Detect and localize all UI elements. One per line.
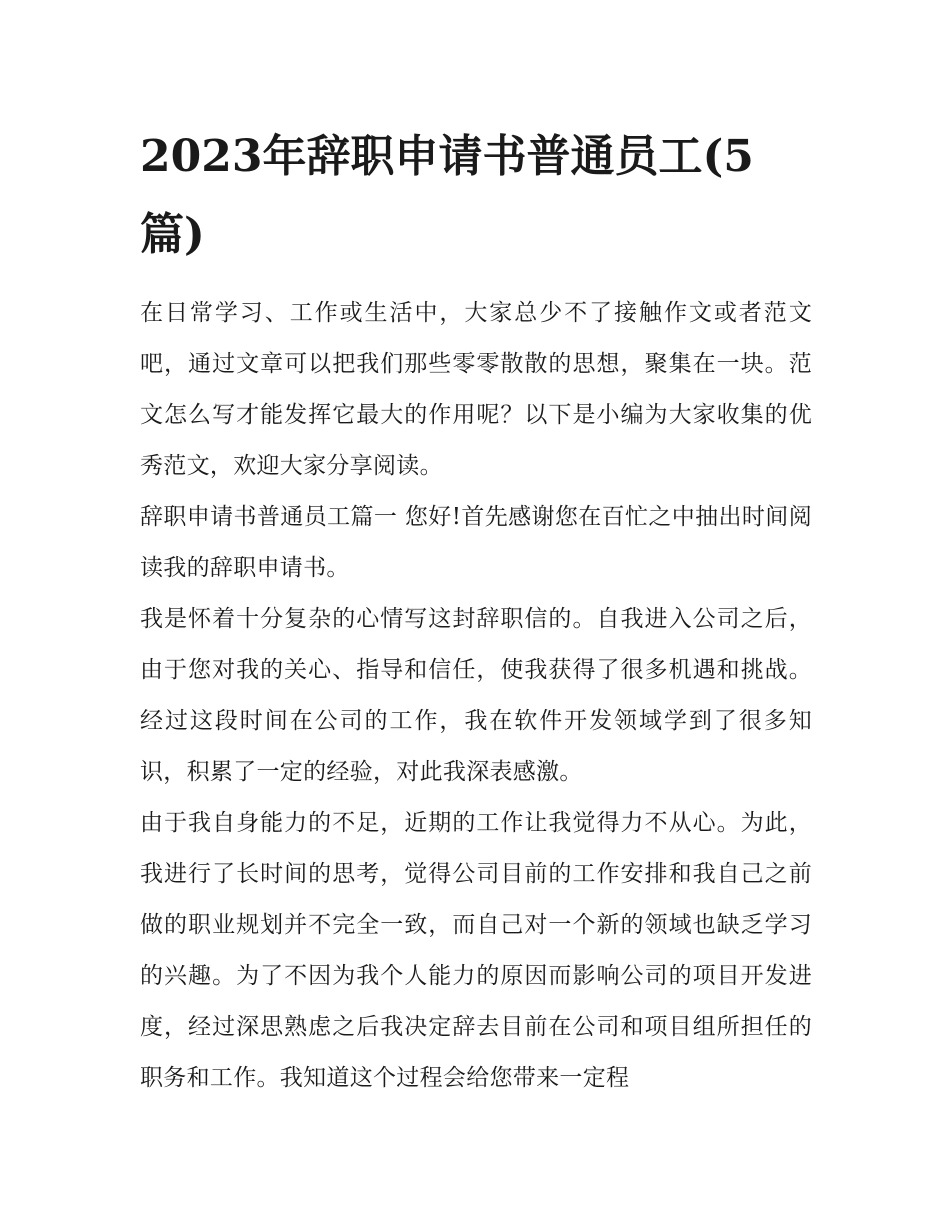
paragraph-gratitude: 我是怀着十分复杂的心情写这封辞职信的。自我进入公司之后，由于您对我的关心、指导和信任，使我获得了很多机遇和挑战。经过这段时间在公司的工作，我在软件开发领域学到了很多知识，积累了一定的经验，对此我深表感激。 [140,606,812,785]
paragraph-intro: 在日常学习、工作或生活中，大家总少不了接触作文或者范文吧，通过文章可以把我们那些零零散散的思想，聚集在一块。范文怎么写才能发挥它最大的作用呢？以下是小编为大家收集的优秀范文，欢迎大家分享阅读。 [140,300,812,479]
paragraph-greeting: 辞职申请书普通员工篇一 您好!首先感谢您在百忙之中抽出时间阅读我的辞职申请书。 [140,504,812,581]
paragraph-reason: 由于我自身能力的不足，近期的工作让我觉得力不从心。为此，我进行了长时间的思考，觉得公司目前的工作安排和我自己之前做的职业规划并不完全一致，而自己对一个新的领域也缺乏学习的兴趣。为了不因为我个人能力的原因而影响公司的项目开发进度，经过深思熟虑之后我决定辞去目前在公司和项目组所担任的职务和工作。我知道这个过程会给您带来一定程 [140,810,812,1091]
document-title: 2023年辞职申请书普通员工(5篇) [140,131,754,260]
document-page [140,118,812,1104]
